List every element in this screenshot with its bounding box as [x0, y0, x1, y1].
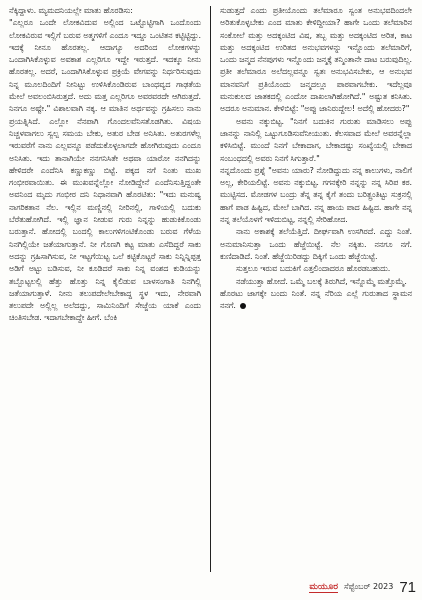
paragraph: ಸುತ್ತಲೂ ಇರುವ ಬದುಕಿಗೆ ಎತ್ತಲಿಂದಾದರೂ ಹೊರಡಬಹುದು. [236, 264, 391, 274]
left-text-column [9, 5, 201, 575]
paragraph: ನಾನು ಅಕಾಶಕ್ಕೆ ತಲೆಯೆತ್ತಿದೆ. ದೀರ್ಘವಾಗಿ ಉಸಗಿರದೆ. ಎದ್ದು ನಿಂತೆ. ಅನುಮಾನಿಸುತ್ತಾ ಒಂದು ಹೆಜ್ಜೆಯಿಟ್ಟೆ. ನೆಲ ನಕ್ಕಿತು. ನನಗೂ ನಗೆ. ಕುಣಿದಾಡಿದೆ. ನಿಂತೆ. ಹೆಜ್ಜೆಯಿರಿಡದ್ದು ದಿಕ್ಕಿಗೆ ಒಂದು ಹೆಜ್ಜೆಯಿಟ್ಟೆ. [220, 227, 412, 261]
right-text-column [220, 5, 412, 575]
story-end-dot-icon [240, 303, 246, 309]
paragraph: ನೆಕ್ಕಿದ್ದಾಳು. ಮ್ಯಮದನಿಯಲ್ಲೇ ಮಾತು ಹೊರಡಿಸು: [9, 6, 133, 15]
paragraph: ಅವನು ನಕ್ಕುಬಿಟ್ಟ. "ನಿನಗೆ ಬದುಕಿನ ಗುರುತು ಮಾಡಿಸಲು ಅಪ್ಪು ಜಾನನ್ನು ನಾನಿಲ್ಲಿ ಒಟ್ಟುಗೂಡಿಸುವೆನೀಯುತು. ಕೆಲಸವಾದ ಮೇಲೆ ಅವರನ್ನೆಲ್ಲಾ ಕಳಿಸಿಬಿಟ್ಟೆ. ಮುಂದೆ ನಿನಗೆ ಬೇಕಾದಾಗ, ಬೇಕಾದಷ್ಟು ಸಂಖ್ಯೆಯಲ್ಲಿ ಬೇಕಾದ ಸಂಬಂಧದಲ್ಲಿ ಅವರು ನಿನಗೆ ಸಿಗುತ್ತಾರೆ." [220, 116, 412, 163]
page-number: 71 [399, 578, 416, 596]
paragraph: ಹೊರಟು ಜಾಗಕ್ಕೇ ಬಂದು ನಿಂತೆ. ನನ್ನ ನೆರಿಯ ಎಲ್ಲೆ ಗುರುತಾದ ಸ್ಥಾಮನ ನನಗೆ. [220, 288, 412, 311]
paragraph: ಸುಡುತ್ತದೆ ಎಂದು ಪ್ರತೀಯೊಂದು ತಲೆಮಾರೂ ಸ್ವಂತ ಅನುಭವದಿಂದಲೇ ಅರಿತುಕೊಳ್ಳಬೇಕು ಎಂದ ಮಾತು ಕೇಳಿದ್ದೀಯಾ? ಹಾಗೇ ಒಂದು ತಲೆಮಾರಿನ ಸಂಕೋಲೆ ಮತ್ತು ಅದಕ್ಕಂಟಿದ ವಿಷ, ತಬ್ಬ ಮತ್ತು ಅದಕ್ಕಂಟಿದ ಅರಿತ, ಕಾಟ ಮತ್ತು ಅದಕ್ಕಂಟಿದ ಉರಿತದ ಅನುಭವಗಳನ್ನು ಇನ್ನೊಂದು ತಲೆಮಾರಿಗೆ, ಒಂದು ಜನ್ಮದ ನೆನಪುಗಳು ಇನ್ನೊಂದು ಜನ್ಮಕ್ಕೆ ತನ್ಮಿಂತಾನೇ ದಾಟ ಬರುವುದಿಲ್ಲ. ಪ್ರತೀ ತಲೆಮಾರೂ ಅಲೆದಲ್ಲವನ್ನೂ ಸ್ವತಃ ಅನುಭವಿಸಬೇಕು, ಆ ಅನುಭವ ಮಾನವನಿಗೆ ಪ್ರತಿಯೊಂದು ಜನ್ಮದಲ್ಲೂ ಪಾಠವಾಗಬೇಕು. ಇದೆಲ್ಲವೂ ಮನುಕುಲದ ಜಾತಕದಲ್ಲಿ ಎಂದೋ ದಾಖಲಾಗಿಹೋಗಿದೆ." ಅಷ್ಟುತ ಕನಿಸಿತು. ಅದರೂ ಅನುಮಾನ. ಕೇಳಿಬಿಟ್ಟೆ: "ಅಪ್ಪು ಜಾನಿರುದ್ದೇಲ! ಅದೆಲ್ಲಿ ಹೋದರು?" [220, 6, 412, 114]
paragraph: ನಡೆಯುತ್ತಾ ಹೋದೆ. ಒಮ್ಮೆ ಬಲಕ್ಕೆ ತಿರುಗಿದೆ, ಇನ್ನೊಮ್ಮೆ ಮತ್ತೊಮ್ಮೆ. [236, 276, 407, 286]
column-divider [210, 6, 211, 572]
paragraph: "ಎಲ್ಲರೂ ಒಂದೇ ಲೋಕವಿದುವ ಅಲ್ಲಿಂದ ಒಟ್ಟೊಟ್ಟಿಗಾಗಿ ಒಂದೊಂದು ಲೋಕವಿರುವ ಇಲ್ಲಿಗೆ ಬರುವ ಅತ್ಮಗಳಿಗೆ ಎಂದೂ ಇದ್ದೂ ಒಂಟಿತನ ಕಟ್ಟಿಟ್ಟಿದ್ದು. ಇದಕ್ಕೆ ನೀನೂ ಹೊರತಲ್ಲ. ಆದಾಗ್ಯೂ ಅದರಿಂದ ಲೋಕಗಳನ್ನು ಒಂದಾಗಿಸಿಕೊಳ್ಳುವ ಅವಕಾಶ ಎಲ್ಲರಿಗೂ ಇದ್ದೇ ಇರುತ್ತದೆ. ಇದಕ್ಕೂ ನೀನು ಹೊರತಲ್ಲ. ಅದರೆ, ಒಂದಾಗಿಸಿಕೊಳ್ಳುವ ಪ್ರಕ್ರಿಯೆ ವೇಗವನ್ನು ನಿರ್ಧರಿಸುವುದು ನಿನ್ನ ಮೂಲದಿಂದಿಗೆ ನೀನಿಟ್ಟು ಉಳಿಸಿಕೊಂಡಿರುವ ಬಾಂಧವ್ಯದ ಗಾಢತೆಯ ಮೇಲೆ ಅವಲಂಬಿಸಿರುತ್ತದೆ. ಅದು ಮತ್ತ ಎಲ್ಲರಿಗೂ ಅವರವರದೇ ಆಗಿರುತ್ತದೆ. ನಿನಗೂ ಅಷ್ಟೇ." ವಿಶಾಲವಾಗಿ ನಕ್ಕ. ಆ ಮಾತಿನ ಅರ್ಥವನ್ನು ಗ್ರಹಿಸಲು ನಾನು ಪ್ರಯತ್ನಿಸಿದೆ. ಎಲ್ಲೋ ನೆನಪಾಗಿ ಗೊಂದಲವೆನಿಸತೊಡಗಿತು. ವಿಷಯ ನಿಚ್ಚಳವಾಗಲು ಸ್ವಲ್ಪ ಸಮಯ ಬೇಕು, ಅತುರ ಬೇಡ ಅನಿಸಿತು. ಅತುರಗಳೆಲ್ಲ ಇರುವರೆಗೆ ನಾನು ಎಲ್ಲವನ್ನೂ ಪಡೆದುಕೊಳ್ಳಲಾಗದೇ ಹೋಗಿರುವುದು ಎಂದೂ ಅನಿಸಿತು. ಇದು ತಾನಾಗಿಯೇ ನನಗನಿಸಿತೇ ಅಥವಾ ಯಾರೋ ನನಗಿದನ್ನು ಹೇಳಿದರೇ ಎಂದೆನಿಸಿ ಕಣ್ಣುಕಣ್ಣು ಬಿಟ್ಟೆ. ಪಕ್ಕದ ನಗೆ ನಿಂತು ಮುಖ ಗಂಭೀರವಾಯಿತು. ಈ ಮುಖವನ್ನೆಲ್ಲೋ ನೋಡಿದ್ದೇನೆ ಎಂದೆನಿಸುತ್ತಿದ್ದಂತೇ ಅವನಿಂದ ಮೃದು ಗಂಭೀರ ದನಿ ನಿಧಾನವಾಗಿ ಹೊರಟಿತು: "ಇದು ಮನುಷ್ಯ ನಾಗರಿಕತಾನ ನೆಲ. ಇಲ್ಲಿನ ಮಣ್ಣಿನಲ್ಲಿ ನೀರಿನಲ್ಲಿ, ಗಾಳಿಯಲ್ಲಿ ಬದುಕು ಬೆರೆತುಹೋಗಿದೆ. ಇಲ್ಲಿ ಜ್ಞಾನ ನೀಡುವ ಗುರು ನಿನ್ನನ್ನು ಹುಡುಕಿಕೊಂಡು ಬರುತ್ತಾನೆ. ಹೋದಲ್ಲಿ ಬಂದಲ್ಲಿ ಕಾಲುಗಳಿಗಂಟಿಕೊಂಡು ಬರುವ ಗೆಳೆಯ ನಿನಗಿಲ್ಲಿಯೇ ಜತೆಯಾಗುತ್ತಾನೆ. ನೀ ಗೊಣಗಿ ಕಟ್ಟ ಮಾತು ಎಸೆದಿದ್ದರೆ ಸಾಕು ಅದನ್ನು ಗ್ರಹಿಸಾಗಿಸುವ, ನೀ ಇಟ್ಟಗೆಯಿಟ್ಟ ಒಲೆ ಕಟ್ಟಿಕೊಟ್ಟರೆ ಸಾಕು ನಿನ್ನಿನ್ನಿಪ್ಪತ್ತ ಅಡಿಗೆ ಅಟ್ಟು ಬಡಿಸುವ, ನೀ ಕೂಡಿದರೆ ಸಾಕು ನಿನ್ನ ವಂಶದ ಕುಡಿಯನ್ನು ತಬ್ಬೊಟ್ಟಲಲ್ಲಿ ಹೆತ್ತು ಹೊತ್ತು ನಿನ್ನ ಕೈಲಿಡುವ ಬಾಳಸಂಗಾತಿ ನಿನಗಿಲ್ಲಿ ಜತೆಯಾಗುತ್ತಾಳೆ. ನೀನು ತಲುಪದೇಲೇಬೇಕಾದ್ದ ಸ್ಥಳ ಇದು, ನೇರವಾಗಿ ತಲುಪದೇ ಅಲ್ಲಿಲ್ಲ ಅಲೆದದ್ದು, ಸಾಮಿನಿಂದಿಗೆ ಸೇಜ್ಜೆಯ ಯಾಕೆ ಎಂದು ಚಿಂತಿಸಬೇಡ. ಇದಾಗಬೇಕಾದ್ದೇ ಹೀಗೆ. ಬೆಂಕಿ [9, 18, 201, 323]
issue-date: ಸೆಪ್ಟೆಂಬರ್ 2023 [344, 582, 394, 591]
paragraph: ನನ್ನದೊಂದು ಪ್ರಶ್ನೆ "ಅವನು ಯಾರು? ನೋಡಿದ್ದುದು ನನ್ನ ಕಾಲುಗಳು, ನಾಲಿಗೆ ಅಲ್ಲ, ಕೇರಿಯಲಿಟ್ಟೆ. ಅವನು ನಕ್ಕುಬಿಟ್ಟ. ಗಗನಕ್ಕೇರಿ ನನ್ನನ್ನು ನನ್ನ ಸಿರಿಪ ಕಠ. ಮುಟ್ಟಿಸದ. ಮೋಡಗಳ ಬಂದ್ರು ತೆನ್ನ ತನ್ನ ಕೈಗೆ ತಂದು ಬರಿತ್ಪ್ರಂತಿಟ್ಟು ಸುಕ್ರನಲ್ಲಿ ಹಾಗೆ ಪಾಡ ಹಿಷ್ಟಿದ, ಮೇಲೆ ಬಾಗಿದ. ನನ್ನ ಹಾಯ ಪಾದ ಹಿಷ್ಟಿದ. ಹಾಗೇ ನನ್ನ ನನ್ನ ತಲೆಯೊಳಗೆ ಇಳಿದುಬಿಟ್ಟ, ನನ್ನಲ್ಲಿ ಸೇರಿಹೋದ. [220, 165, 412, 225]
magazine-logo: ಮಯೂರ [309, 581, 339, 592]
page-footer [230, 577, 416, 597]
